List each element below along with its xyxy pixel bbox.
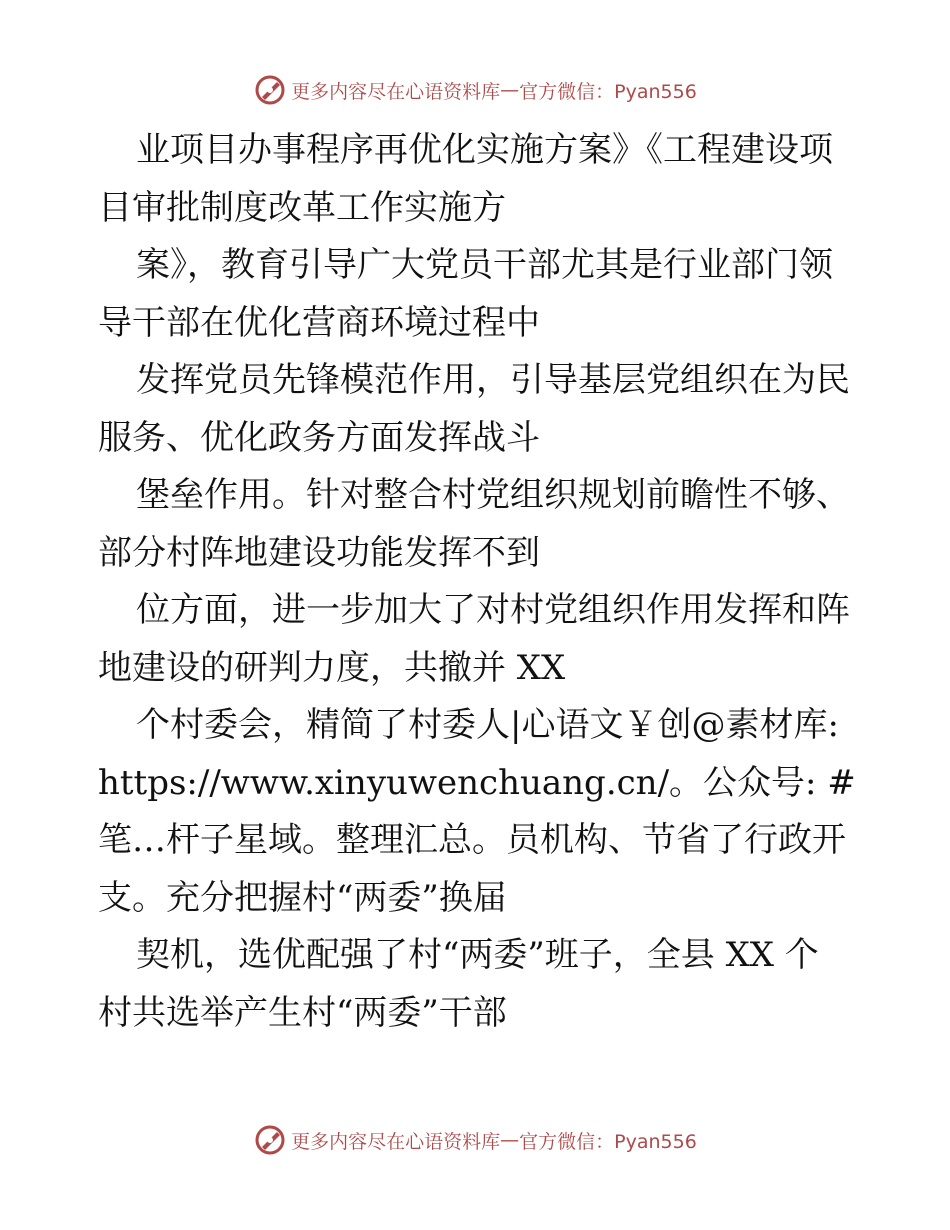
footer-dash: —	[500, 1129, 520, 1151]
header-banner	[0, 70, 950, 110]
body-line-15: 契机，选优配强了村“两委”班子，全县 XX 个	[136, 935, 819, 975]
footer-wechat-text: 官方微信：Pyan556	[519, 1130, 697, 1153]
body-line-5: 发挥党员先锋模范作用，引导基层党组织在为民	[136, 360, 850, 400]
body-line-13: 笔…杆子星域。整理汇总。员机构、节省了行政开	[98, 820, 846, 860]
header-dash: —	[500, 79, 520, 101]
body-line-1: 业项目办事程序再优化实施方案》《工程建设项	[136, 130, 833, 170]
footer-banner	[0, 1120, 950, 1160]
body-line-6: 服务、优化政务方面发挥战斗	[98, 417, 540, 458]
body-line-7: 堡垒作用。针对整合村党组织规划前瞻性不够、	[136, 475, 850, 515]
body-line-4: 导干部在优化营商环境过程中	[98, 302, 540, 343]
document-body	[98, 122, 868, 1042]
body-line-14: 支。充分把握村“两委”换届	[98, 877, 507, 918]
body-line-10: 地建设的研判力度，共撤并 XX	[98, 647, 566, 688]
footer-site-text: 更多内容尽在心语资料库	[291, 1130, 501, 1153]
brand-logo-icon	[253, 73, 287, 107]
body-line-3: 案》，教育引导广大党员干部尤其是行业部门领	[136, 245, 833, 285]
body-line-12: https://www.xinyuwenchuang.cn/。公众号: #	[98, 762, 856, 803]
brand-logo-icon	[253, 1123, 287, 1157]
body-line-8: 部分村阵地建设功能发挥不到	[98, 532, 540, 573]
body-line-9: 位方面，进一步加大了对村党组织作用发挥和阵	[136, 590, 850, 630]
header-site-text: 更多内容尽在心语资料库	[291, 80, 501, 103]
header-wechat-text: 官方微信：Pyan556	[519, 80, 697, 103]
body-line-2: 目审批制度改革工作实施方	[98, 187, 506, 228]
body-line-11: 个村委会，精简了村委人|心语文￥创@素材库:	[136, 705, 839, 745]
body-line-16: 村共选举产生村“两委”干部	[98, 992, 507, 1033]
